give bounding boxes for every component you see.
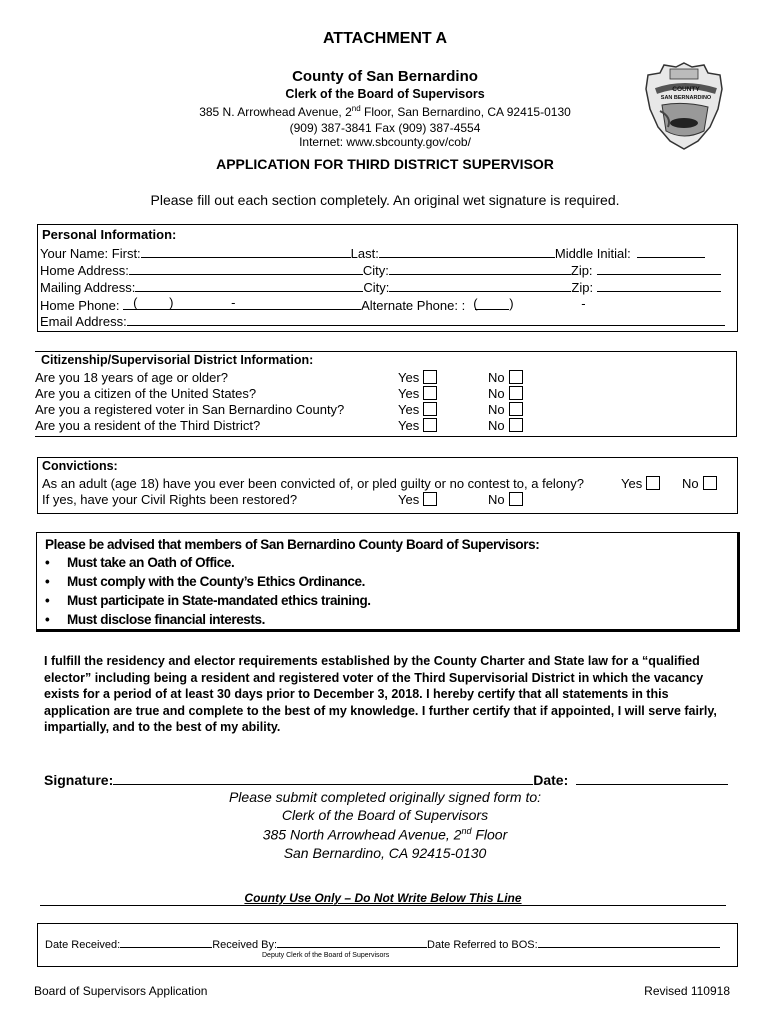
first-name-label: Your Name: First: bbox=[40, 246, 141, 261]
mailing-address-label: Mailing Address: bbox=[40, 280, 136, 295]
yes-label: Yes bbox=[621, 476, 643, 491]
advisory-item: • Must disclose financial interests. bbox=[45, 612, 371, 631]
advisory-heading: Please be advised that members of San Bernardino County Board of Supervisors: bbox=[45, 537, 540, 552]
county-use-heading bbox=[40, 891, 726, 906]
age-yes-checkbox[interactable] bbox=[423, 370, 437, 384]
received-by-field[interactable] bbox=[277, 937, 427, 948]
address-part: Floor, San Bernardino, CA 92415-0130 bbox=[360, 105, 571, 119]
mailing-city-field[interactable] bbox=[389, 279, 571, 292]
advisory-item: • Must participate in State-mandated ethics training. bbox=[45, 593, 371, 612]
address-sup: nd bbox=[351, 104, 361, 113]
footer-left: Board of Supervisors Application bbox=[34, 984, 208, 998]
middle-initial-field[interactable] bbox=[637, 245, 705, 258]
svg-text:SAN BERNARDINO: SAN BERNARDINO bbox=[660, 95, 712, 101]
age-no-checkbox[interactable] bbox=[509, 370, 523, 384]
alternate-phone-field[interactable]: ( ) - bbox=[473, 296, 586, 311]
application-title: APPLICATION FOR THIRD DISTRICT SUPERVISOR bbox=[216, 156, 554, 172]
signature-label: Signature: bbox=[44, 772, 114, 788]
last-name-field[interactable] bbox=[379, 245, 555, 258]
home-phone-field[interactable]: ( ) - bbox=[123, 296, 361, 310]
yes-label: Yes bbox=[398, 492, 420, 507]
citizen-yes-checkbox[interactable] bbox=[423, 386, 437, 400]
no-label: No bbox=[488, 492, 505, 507]
certification-statement: I fulfill the residency and elector requirements established by the County Charter and State law for a “qualified elector” including being a resident and registered voter of the Third Supervisorial District in which the vacancy exists for a period of at least 30 days prior to December 3, 2018. I hereby certify that all statements in this application are true and complete to the best of my knowledge. I further certify that if appointed, I will serve fairly, impartially, and to the best of my ability. bbox=[44, 654, 717, 734]
no-label: No bbox=[488, 418, 505, 433]
no-label: No bbox=[488, 402, 505, 417]
civil-rights-question: If yes, have your Civil Rights been restored? bbox=[42, 492, 298, 507]
mailing-recipient: Clerk of the Board of Supervisors bbox=[281, 807, 489, 823]
no-label: No bbox=[488, 386, 505, 401]
signature-field[interactable] bbox=[113, 771, 533, 785]
civil-rights-no-checkbox[interactable] bbox=[509, 492, 523, 506]
yes-label: Yes bbox=[398, 370, 420, 385]
question-row bbox=[35, 418, 260, 433]
voter-yes-checkbox[interactable] bbox=[423, 402, 437, 416]
felony-no-checkbox[interactable] bbox=[703, 476, 717, 490]
mailing-street bbox=[0, 826, 770, 843]
personal-info-heading: Personal Information: bbox=[42, 227, 177, 242]
svg-text:COUNTY: COUNTY bbox=[672, 86, 700, 93]
date-received-field[interactable] bbox=[120, 937, 212, 948]
no-label: No bbox=[682, 476, 699, 491]
county-seal-logo bbox=[642, 61, 726, 151]
mailing-zip-field[interactable] bbox=[597, 279, 721, 292]
home-address-field[interactable] bbox=[129, 262, 363, 275]
attachment-title: ATTACHMENT A bbox=[322, 30, 448, 47]
county-use-box bbox=[37, 923, 738, 967]
citizenship-heading: Citizenship/Supervisorial District Information: bbox=[41, 353, 314, 367]
mailing-city-label: City: bbox=[363, 280, 390, 295]
date-label: Date: bbox=[533, 772, 569, 788]
address-part: 385 N. Arrowhead Avenue, 2 bbox=[199, 105, 352, 119]
resident-yes-checkbox[interactable] bbox=[423, 418, 437, 432]
office-internet: Internet: www.sbcounty.gov/cob/ bbox=[299, 135, 471, 149]
resident-no-checkbox[interactable] bbox=[509, 418, 523, 432]
home-zip-label: Zip: bbox=[570, 263, 593, 278]
convictions-heading: Convictions: bbox=[42, 459, 118, 473]
home-zip-field[interactable] bbox=[597, 262, 721, 275]
date-referred-field[interactable] bbox=[538, 937, 720, 948]
instructions: Please fill out each section completely. An original wet signature is required. bbox=[150, 192, 620, 208]
felony-yes-checkbox[interactable] bbox=[646, 476, 660, 490]
citizen-no-checkbox[interactable] bbox=[509, 386, 523, 400]
mailing-street-part: 385 North Arrowhead Avenue, 2 bbox=[262, 826, 462, 843]
question-row bbox=[35, 402, 344, 417]
deputy-caption: Deputy Clerk of the Board of Supervisors bbox=[262, 952, 390, 959]
last-name-label: Last: bbox=[350, 246, 379, 261]
email-field[interactable] bbox=[127, 313, 725, 326]
home-phone-label: Home Phone: bbox=[40, 298, 120, 313]
footer-right: Revised 110918 bbox=[644, 984, 730, 998]
received-by-label: Received By: bbox=[212, 939, 278, 951]
question-text: Are you a resident of the Third District? bbox=[35, 418, 261, 433]
advisory-item: • Must comply with the County’s Ethics Ordinance. bbox=[45, 574, 371, 593]
question-text: Are you a registered voter in San Bernardino County? bbox=[35, 402, 345, 417]
office-phone: (909) 387-3841 Fax (909) 387-4554 bbox=[289, 121, 481, 135]
mailing-address-field[interactable] bbox=[135, 279, 363, 292]
question-text: Are you a citizen of the United States? bbox=[35, 386, 257, 401]
yes-label: Yes bbox=[398, 402, 420, 417]
county-use-text: County Use Only – Do Not Write Below This Line bbox=[244, 891, 522, 905]
felony-question: As an adult (age 18) have you ever been convicted of, or pled guilty or no contest to, a felony? bbox=[42, 476, 585, 491]
yes-label: Yes bbox=[398, 386, 420, 401]
home-city-field[interactable] bbox=[389, 262, 571, 275]
date-received-label: Date Received: bbox=[45, 939, 121, 951]
mailing-city: San Bernardino, CA 92415-0130 bbox=[283, 845, 487, 861]
first-name-field[interactable] bbox=[141, 245, 351, 258]
voter-no-checkbox[interactable] bbox=[509, 402, 523, 416]
question-text: Are you 18 years of age or older? bbox=[35, 370, 228, 385]
convictions-box bbox=[37, 457, 738, 514]
yes-label: Yes bbox=[398, 418, 420, 433]
question-row bbox=[35, 386, 256, 401]
personal-info-box bbox=[37, 224, 738, 332]
signature-row bbox=[44, 771, 728, 788]
alternate-phone-label: Alternate Phone: : bbox=[361, 298, 466, 313]
question-row bbox=[35, 370, 228, 385]
date-referred-label: Date Referred to BOS: bbox=[427, 939, 538, 951]
advisory-item: • Must take an Oath of Office. bbox=[45, 555, 371, 574]
civil-rights-yes-checkbox[interactable] bbox=[423, 492, 437, 506]
middle-initial-label: Middle Initial: bbox=[554, 246, 631, 261]
date-field[interactable] bbox=[576, 771, 728, 785]
clerk-name: Clerk of the Board of Supervisors bbox=[285, 87, 485, 101]
mailing-street-part: Floor bbox=[471, 826, 508, 843]
home-city-label: City: bbox=[362, 263, 389, 278]
email-label: Email Address: bbox=[40, 314, 127, 329]
advisory-list bbox=[45, 555, 371, 631]
mailing-zip-label: Zip: bbox=[571, 280, 594, 295]
home-address-label: Home Address: bbox=[40, 263, 129, 278]
mailing-street-sup: nd bbox=[461, 826, 472, 836]
county-name: County of San Bernardino bbox=[292, 68, 478, 85]
advisory-box bbox=[36, 532, 740, 632]
mailing-instruction: Please submit completed originally signed form to: bbox=[228, 789, 542, 805]
no-label: No bbox=[488, 370, 505, 385]
